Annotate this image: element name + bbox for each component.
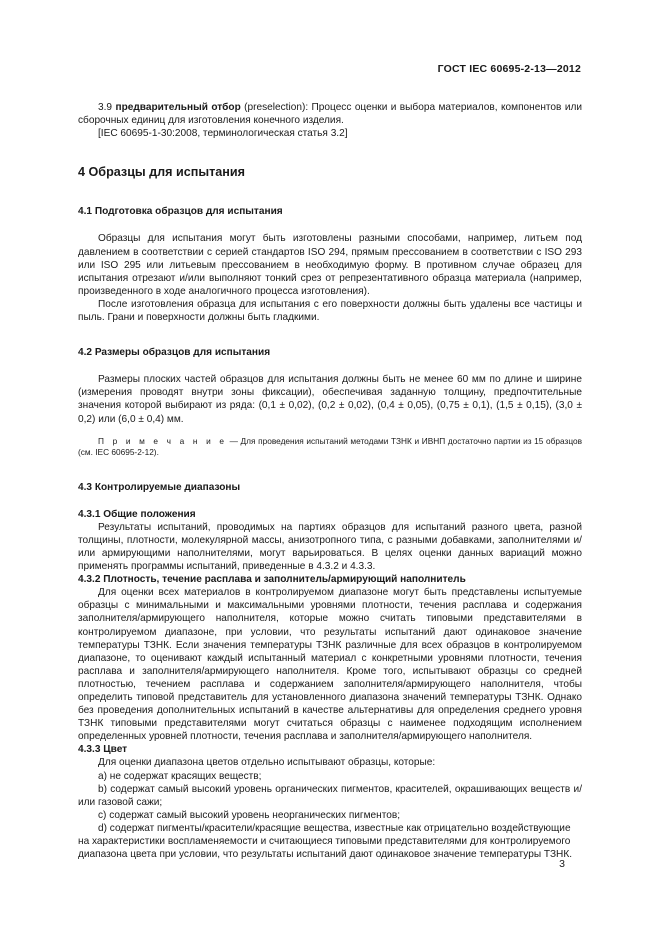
section-4-3-3-intro: Для оценки диапазона цветов отдельно испытывают образцы, которые: [98,757,436,769]
definition-term: предварительный отбор [115,102,241,113]
section-4-1-title: 4.1 Подготовка образцов для испытания [78,206,283,218]
page-number: 3 [559,858,565,870]
section-4-3-title: 4.3 Контролируемые диапазоны [78,481,241,493]
section-4-3-1-paragraph: Результаты испытаний, проводимых на партиях образцов для испытаний разного цвета, разной толщины, плотности, молекулярной массы, анизотропного типа, с разными добавками, заполнителями и/или армирующими наполнителями, могут варьироваться. В целях оценки данных вариаций можно применять программы испытаний, приведенные в 4.3.2 и 4.3.3. [78,521,582,573]
section-4-3-2-title: 4.3.2 Плотность, течение расплава и заполнитель/армирующий наполнитель [78,574,466,586]
section-4-3-2-paragraph: Для оценки всех материалов в контролируемом диапазоне могут быть представлены испытуемые образцы с минимальными и максимальными уровнями плотности, течения расплава и содержания заполнителя/армирующего наполнителя, которые можно считать типовыми представителями в контролируемом диапазоне, при условии, что результаты испытаний дают одинаковое значение температуры ТЗНК. Если значения температуры ТЗНК различные для всех образцов в контролируемом диапазоне, то оценивают каждый испытанный материал с конкретными уровнями плотности, течения расплава и заполнителя/армирующего наполнителя. Кроме того, испытывают образцы со средней плотностью, течением расплава и содержанием заполнителя/армирующего наполнителя, чтобы определить типовой представитель для установленного диапазона значений температуры ТЗНК. Однако без проведения дополнительных испытаний в качестве альтернативы для определения среднего уровня ТЗНК типовыми представителями могут считаться образцы с наименее подходящим исполнением определенных уровней плотности, течения расплава и заполнителя/армирующего наполнителя. [78,587,582,743]
section-4-3-3-title: 4.3.3 Цвет [78,744,128,756]
definition-text: (preselection): Процесс оценки и выбора материалов, компонентов или сборочных единиц для изготовления конечного изделия. [78,102,582,127]
definition-reference: [IEC 60695-1-30:2008, терминологическая статья 3.2] [98,128,348,140]
section-4-3-1-title: 4.3.1 Общие положения [78,508,196,520]
section-4-title: 4 Образцы для испытания [78,165,246,180]
definition-number: 3.9 [98,102,113,113]
standard-header: ГОСТ IEC 60695-2-13—2012 [437,63,581,75]
definition-3-9 [78,101,582,127]
section-4-2-title: 4.2 Размеры образцов для испытания [78,347,271,359]
section-4-2-paragraph-1: Размеры плоских частей образцов для испытания должны быть не менее 60 мм по длине и ширине (измерения проводят внутри зоны фиксации), обеспечивая заданную толщину, предпочтительные значения которой выбирают из ряда: (0,1 ± 0,02), (0,2 ± 0,02), (0,4 ± 0,05), (0,75 ± 0,1), (1,5 ± 0,15), (3,0 ± 0,2) или (6,0 ± 0,4) мм. [78,374,582,425]
list-item-d: d) содержат пигменты/красители/красящие вещества, известные как отрицательно воздействующие на характеристики воспламеняемости и считающиеся типовыми представителями для контролируемого диапазона цвета при условии, что результаты испытаний дают одинаковое значение температуры ТЗНК. [78,822,573,861]
list-item-a: а) не содержат красящих веществ; [98,770,262,782]
note-label: П р и м е ч а н и е [98,435,227,446]
section-4-1-paragraph-2: После изготовления образца для испытания с его поверхности должны быть удалены все частицы и пыль. Грани и поверхности должны быть гладкими. [78,298,582,324]
list-item-b: b) содержат самый высокий уровень органических пигментов, красителей, окрашивающих веществ и/или газовой сажи; [78,783,582,808]
page-content [78,101,582,861]
list-item-c: c) содержат самый высокий уровень неорганических пигментов; [98,809,401,821]
note-text: — Для проведения испытаний методами ТЗНК и ИВНП достаточно партии из 15 образцов (см. IEC 60695-2-12). [78,435,582,458]
section-4-1-paragraph-1: Образцы для испытания могут быть изготовлены разными способами, например, литьем под давлением в соответствии с серией стандартов ISO 294, прямым прессованием в соответствии с ISO 293 или ISO 295 или литьевым прессованием в необходимую форму. В противном случае образец для испытания отрезают и/или выполняют тонкий срез от репрезентативного образца материала (например, произведенного в ходе аналогичного процесса изготовления). [78,233,582,297]
section-4-2-note [78,436,582,459]
